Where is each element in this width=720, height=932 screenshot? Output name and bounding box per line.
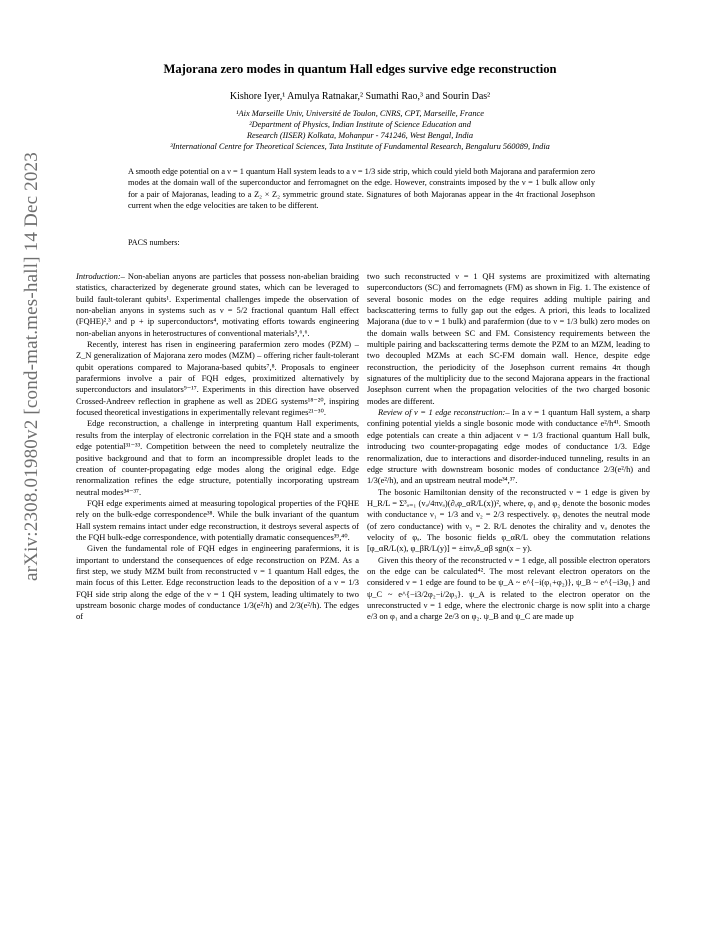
paragraph-text: The bosonic Hamiltonian density of the reconstructed ν = 1 edge is given by H_R/L = Σ³ₐ₌₁ (vₐ/4πνₐ)(∂ₓφ_αR/L(x))², where, φ₁ and φ₂ denote the bosonic modes with conductance ν₁ = 1/3 and ν₂ = 2/3 respectively. φ₃ denotes the neutral mode (of zero conductance) with ν₃ = 2. R/L denotes the chirality and vₐ denotes the velocity of φₐ. The bosonic fields φ_αR/L obey the commutation relations [φ_αR/L(x), φ_βR/L(y)] = ±iπνₐδ_αβ sgn(x − y).: [367, 486, 650, 554]
paragraph-text: In a ν = 1 quantum Hall system, a sharp confining potential yields a single bosonic mode with conductance e²/h⁴¹. Smooth edge potentials can create a thin adjacent ν = 1/3 fractional quantum Hall bulk, introducing two counter-propagating edge modes of conductance 1/3. Edge renormalization, due to interactions and disorder-induced tunneling, results in an edge structure with downstream bosonic modes of conductance 2/3(e²/h) and 1/3(e²/h), and an upstream neutral mode³⁴,³⁷.: [367, 407, 650, 486]
paragraph-text: Non-abelian anyons are particles that possess non-abelian braiding statistics, characterized by degenerate ground states, which can be leveraged to build fault-tolerant qubits¹. Experimental challenges impede the observation of non-abelian anyons in systems such as ν = 5/2 fractional quantum Hall effect (FQHE)²,³ and p + ip superconductors⁴, motivating efforts towards engineering non-abelian anyons in heterostructures of conventional materials⁵,⁶,⁶.: [76, 271, 359, 338]
section-lead-review: Review of ν = 1 edge reconstruction:–: [378, 407, 510, 418]
paragraph-review: [367, 407, 650, 486]
arxiv-identifier: arXiv:2308.01980v2 [cond-mat.mes-hall] 14 Dec 2023: [21, 152, 42, 581]
pacs-numbers: PACS numbers:: [128, 238, 180, 247]
paragraph-text: Given this theory of the reconstructed ν = 1 edge, all possible electron operators on the edge can be calculated⁴². The most relevant electron operators on the considered ν = 1 edge are found to be ψ_A ~ e^{−i(φ₁+φ₂)}, ψ_B ~ e^{−i3φ₁} and ψ_C ~ e^{−i3/2φ₂−i/2φ₃}. ψ_A is related to the electron operator on the unreconstructed ν = 1 edge, where the electronic charge is now split into a charge e/3 on φ₁ and a charge 2e/3 on φ₂. ψ_B and ψ_C are made up: [367, 554, 650, 622]
paragraph-edge-reconstruction: [76, 418, 359, 497]
right-column: [367, 271, 650, 623]
abstract: A smooth edge potential on a ν = 1 quantum Hall system leads to a ν = 1/3 side strip, which could yield both Majorana and parafermion zero modes at the domain wall of the superconductor and ferromagnet on the edge. However, constraints imposed by the ν = 1 bulk allow only for a pair of Majoranas, leading to a Z₂ × Z₂ symmetric ground state. Signatures of both Majoranas appear in the 4π fractional Josephson current when the edge velocities are taken to be different.: [128, 167, 595, 211]
paper-title: Majorana zero modes in quantum Hall edges survive edge reconstruction: [163, 62, 557, 76]
paragraph-text: Edge reconstruction, a challenge in interpreting quantum Hall experiments, results from the interplay of electronic correlation in the FQH state and a smooth edge potential³¹⁻³³. Competition between the need to completely neutralize the positive background and that to form an incompressible droplet leads to the creation of counter-propagating edge modes along the original edge. Edge renormalization refines the edge structure, potentially incorporating upstream neutral modes³⁴⁻³⁷.: [76, 418, 359, 497]
left-column: [76, 271, 359, 623]
section-lead-introduction: Introduction:–: [76, 271, 125, 281]
affiliation-2: ²Department of Physics, Indian Institute of Science Education and: [249, 120, 471, 129]
author-list: Kishore Iyer,¹ Amulya Ratnakar,² Sumathi Rao,³ and Sourin Das²: [229, 91, 491, 102]
paragraph-continuation: [367, 271, 650, 407]
paragraph-motivation: [76, 543, 359, 622]
paragraph-parafermions: [76, 339, 359, 418]
paragraph-text: Recently, interest has risen in engineering parafermion zero modes (PZM) – Z_N generalization of Majorana zero modes (MZM) – offering richer fault-tolerant qubit operations compared to Majorana-based qubits⁷,⁸. Proposals to engineer parafermions involve a pair of FQH edges, proximitized alternatively by superconductors and insulators⁹⁻¹⁷. Experiments in this direction have observed Crossed-Andreev reflection in graphene as well as 2DEG systems¹⁸⁻²⁰, inspiring focused theoretical investigations in experimentally relevant regimes²¹⁻³⁰.: [76, 339, 359, 418]
affiliation-2-cont: Research (IISER) Kolkata, Mohanpur - 741246, West Bengal, India: [246, 131, 474, 140]
paragraph-text: two such reconstructed ν = 1 QH systems are proximitized with alternating superconductors (SC) and ferromagnets (FM) as shown in Fig. 1. The existence of several bosonic modes on the edge requires adding multiple pairing and backscattering terms to fully gap out the edges. A priori, this leads to localized Majorana (due to ν = 1 bulk) and parafermion (due to ν = 1/3 bulk) zero modes on the domain walls between SC and FM. Consistency requirements between the multiple pairing and backscattering terms demote the PZM to an MZM, leading to two decoupled MZMs at each SC-FM domain wall. Hence, despite edge reconstruction, the periodicity of the Josephson current remains 4π though signatures of the multiplicity due to the second Majorana appears in the fractional Josephson current when the propagation velocities of the two charged bosonic modes are different.: [367, 271, 650, 406]
paragraph-hamiltonian: [367, 487, 650, 555]
paragraph-text: Given the fundamental role of FQH edges in engineering parafermions, it is important to understand the consequences of edge reconstruction on PZM. As a first step, we study MZM built from reconstructed ν = 1 quantum Hall edges, the main focus of this Letter. Edge reconstruction leads to the deposition of a ν = 1/3 FQH side strip along the edge of the ν = 1 QH system, leading ultimately to two upstream bosonic charge modes of conductance 1/3(e²/h) and 2/3(e²/h). The edges of: [76, 543, 359, 622]
paragraph-bulk-edge: [76, 498, 359, 543]
affiliation-3: ³International Centre for Theoretical Sciences, Tata Institute of Fundamental Research, Bengaluru 560089, India: [170, 142, 550, 151]
affiliation-1: ¹Aix Marseille Univ, Université de Toulon, CNRS, CPT, Marseille, France: [236, 109, 484, 118]
paragraph-introduction: [76, 271, 359, 339]
paragraph-text: FQH edge experiments aimed at measuring topological properties of the FQHE rely on the bulk-edge correspondence³⁸. While the bulk invariant of the quantum Hall system remains intact under edge reconstruction, it destroys several aspects of the FQH bulk-edge correspondence, with potentially dramatic consequences³⁹,⁴⁰.: [76, 497, 359, 542]
paragraph-electron-operators: [367, 555, 650, 623]
